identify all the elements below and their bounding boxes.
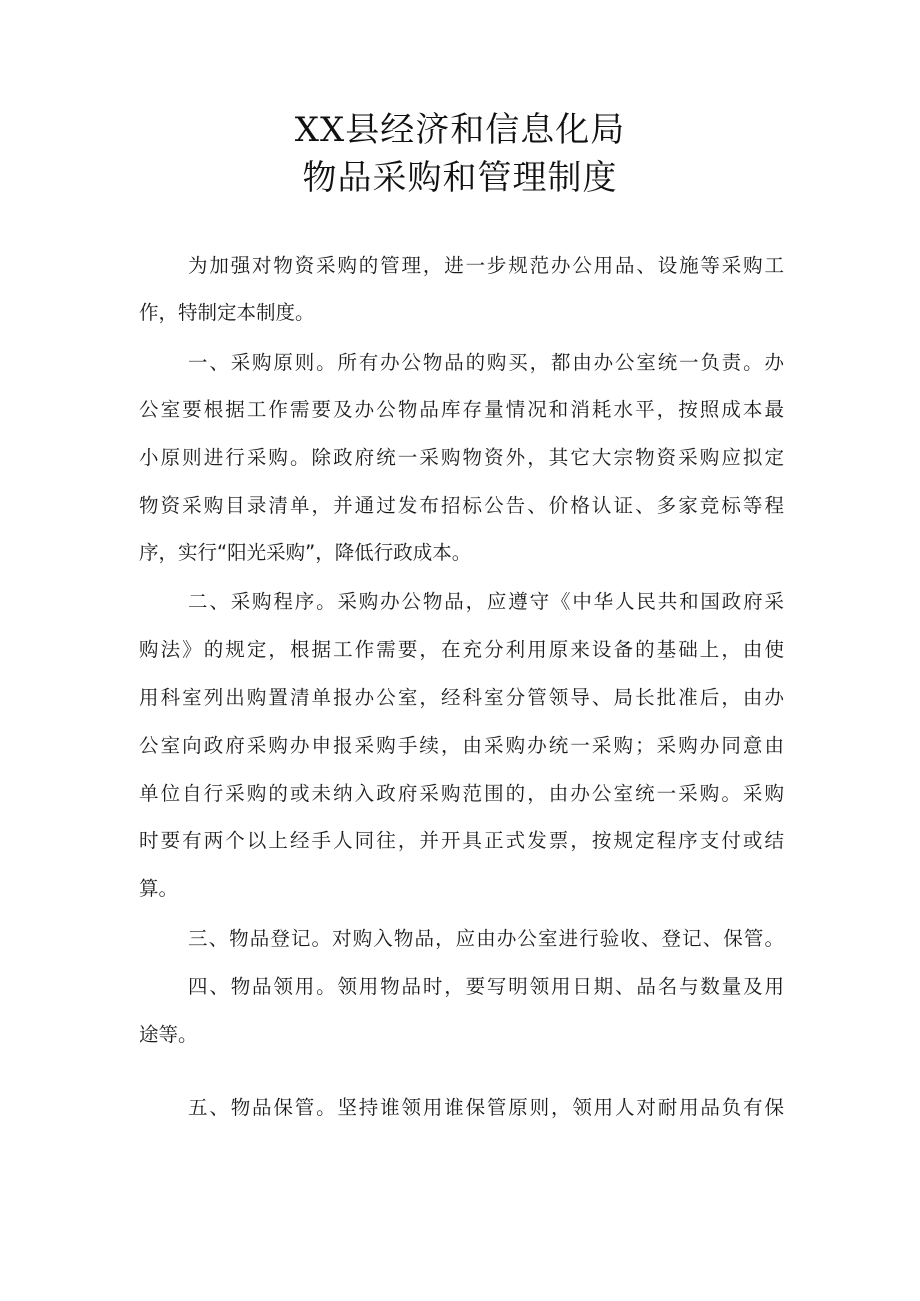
paragraph-2-line-3: 用科室列出购置清单报办公室，经科室分管领导、局长批准后，由办 [139, 686, 784, 709]
paragraph-4-line-2: 途等。 [139, 1023, 198, 1046]
paragraph-1-line-5: 序，实行“阳光采购”，降低行政成本。 [139, 541, 472, 564]
document-title-line-1: XX县经济和信息化局 [294, 110, 626, 150]
paragraph-1-line-2: 公室要根据工作需要及办公物品库存量情况和消耗水平，按照成本最 [139, 398, 784, 421]
paragraph-1-line-4: 物资采购目录清单，并通过发布招标公告、价格认证、多家竞标等程 [139, 494, 784, 517]
paragraph-5-line-1: 五、物品保管。坚持谁领用谁保管原则，领用人对耐用品负有保 [188, 1096, 784, 1119]
document-title-line-2: 物品采购和管理制度 [302, 158, 618, 198]
paragraph-2-line-4: 公室向政府采购办申报采购手续，由采购办统一采购；采购办同意由 [139, 734, 784, 757]
paragraph-4-line-1: 四、物品领用。领用物品时，要写明领用日期、品名与数量及用 [188, 975, 784, 998]
paragraph-2-line-7: 算。 [139, 877, 179, 900]
paragraph-1-line-3: 小原则进行采购。除政府统一采购物资外，其它大宗物资采购应拟定 [139, 446, 784, 469]
paragraph-3-line-1: 三、物品登记。对购入物品，应由办公室进行验收、登记、保管。 [188, 927, 784, 950]
paragraph-2-line-2: 购法》的规定，根据工作需要，在充分利用原来设备的基础上，由使 [139, 638, 784, 661]
paragraph-intro-line-1: 为加强对物资采购的管理，进一步规范办公用品、设施等采购工 [188, 254, 784, 277]
paragraph-2-line-5: 单位自行采购的或未纳入政府采购范围的，由办公室统一采购。采购 [139, 782, 784, 805]
paragraph-2-line-6: 时要有两个以上经手人同往，并开具正式发票，按规定程序支付或结 [139, 829, 784, 852]
paragraph-2-line-1: 二、采购程序。采购办公物品，应遵守《中华人民共和国政府采 [188, 590, 784, 613]
paragraph-intro-line-2: 作，特制定本制度。 [139, 301, 315, 324]
paragraph-1-line-1: 一、采购原则。所有办公物品的购买，都由办公室统一负责。办 [188, 351, 784, 374]
